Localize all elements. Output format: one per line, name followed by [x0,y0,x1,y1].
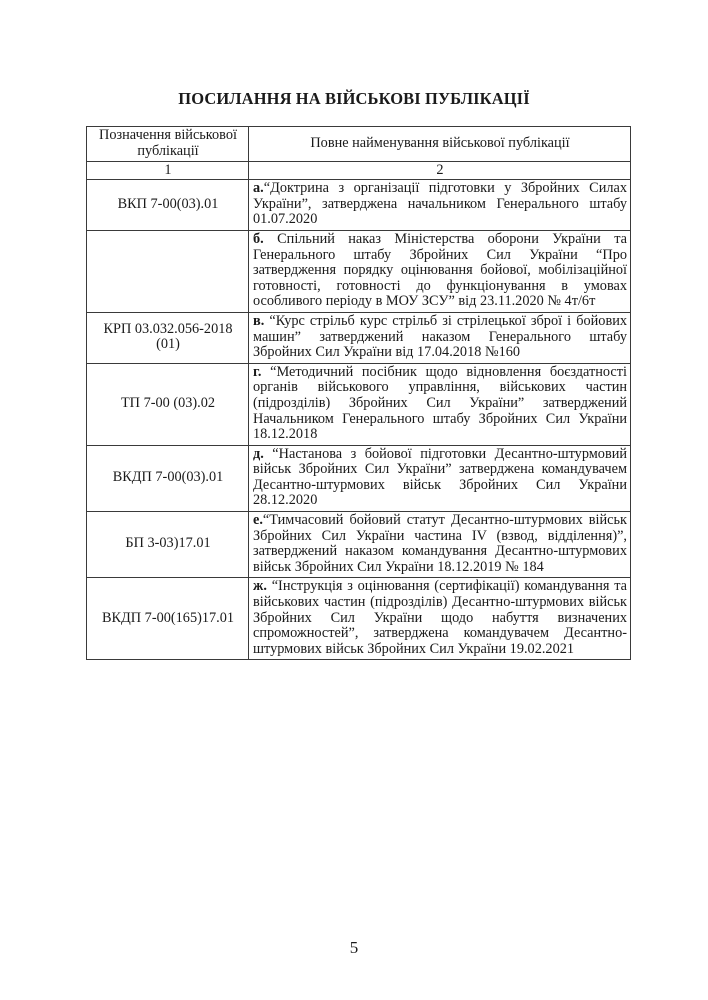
table-row [87,578,631,660]
publication-code: ВКДП 7-00(03).01 [87,445,249,511]
publication-name [249,363,631,445]
item-text: Спільний наказ Міністерства оборони України та Генерального штабу Збройних Сил України “Про затвердження порядку оцінювання бойової, мобілізаційної готовності, готовності до функціонування в умовах особливого періоду в МОУ ЗСУ” від 23.11.2020 № 4т/6т [253,230,627,310]
publication-name [249,445,631,511]
item-letter: д. [253,445,264,462]
publication-code: ВКП 7-00(03).01 [87,180,249,231]
header-designation: Позначення військової публікації [87,127,249,162]
item-letter: г. [253,363,262,380]
item-letter: ж. [253,578,267,595]
table-row [87,312,631,363]
table-row [87,445,631,511]
publication-name [249,512,631,578]
column-number-row [87,162,631,180]
item-letter: в. [253,312,265,329]
publication-code: ТП 7-00 (03).02 [87,363,249,445]
publications-table [86,126,631,660]
table-header-row [87,127,631,162]
item-text: “Методичний посібник щодо відновлення боєздатності органів військового управління, військових частин (підрозділів) Збройних Сил України” затверджений Начальником Генерального штабу Збройних Сил України 18.12.2018 [253,363,627,443]
publication-code: ВКДП 7-00(165)17.01 [87,578,249,660]
column-number-1: 1 [87,162,249,180]
publication-name [249,230,631,312]
item-text: “Доктрина з організації підготовки у Збройних Силах України”, затверджена начальником Генерального штабу 01.07.2020 [253,180,627,228]
item-text: “Інструкція з оцінювання (сертифікації) командування та військових частин (підрозділів) Десантно-штурмових військ Збройних Сил України щодо набуття визначених спроможностей”, затверджена командувачем Десантно-штурмових військ Збройних Сил України 19.02.2021 [253,578,627,657]
page-number: 5 [349,938,359,957]
header-full-name: Повне найменування військової публікації [249,127,631,162]
item-letter: а. [253,180,264,197]
table-row [87,512,631,578]
item-text: “Тимчасовий бойовий статут Десантно-штурмових військ Збройних Сил України частина IV (взвод, відділення)”, затверджений наказом командування Десантно-штурмових військ Збройних Сил України 18.12.2019 № 184 [253,512,627,575]
table-row [87,363,631,445]
column-number-2: 2 [249,162,631,180]
publication-name [249,578,631,660]
item-text: “Курс стрільб курс стрільб зі стрілецької зброї і бойових машин” затверджений наказом Генерального штабу Збройних Сил України від 17.04.2018 №160 [253,312,627,361]
page-title: ПОСИЛАННЯ НА ВІЙСЬКОВІ ПУБЛІКАЦІЇ [178,89,530,108]
publication-name [249,180,631,231]
publication-code: КРП 03.032.056-2018 (01) [87,312,249,363]
item-letter: е. [253,512,263,529]
table-row [87,230,631,312]
table-row [87,180,631,231]
publication-name [249,312,631,363]
item-letter: б. [253,230,264,247]
publication-code: БП 3-03)17.01 [87,512,249,578]
publication-code [87,230,249,312]
item-text: “Настанова з бойової підготовки Десантно-штурмовий військ Збройних Сил України” затверджена командувачем Десантно-штурмових військ Збройних Сил України 28.12.2020 [253,445,627,509]
